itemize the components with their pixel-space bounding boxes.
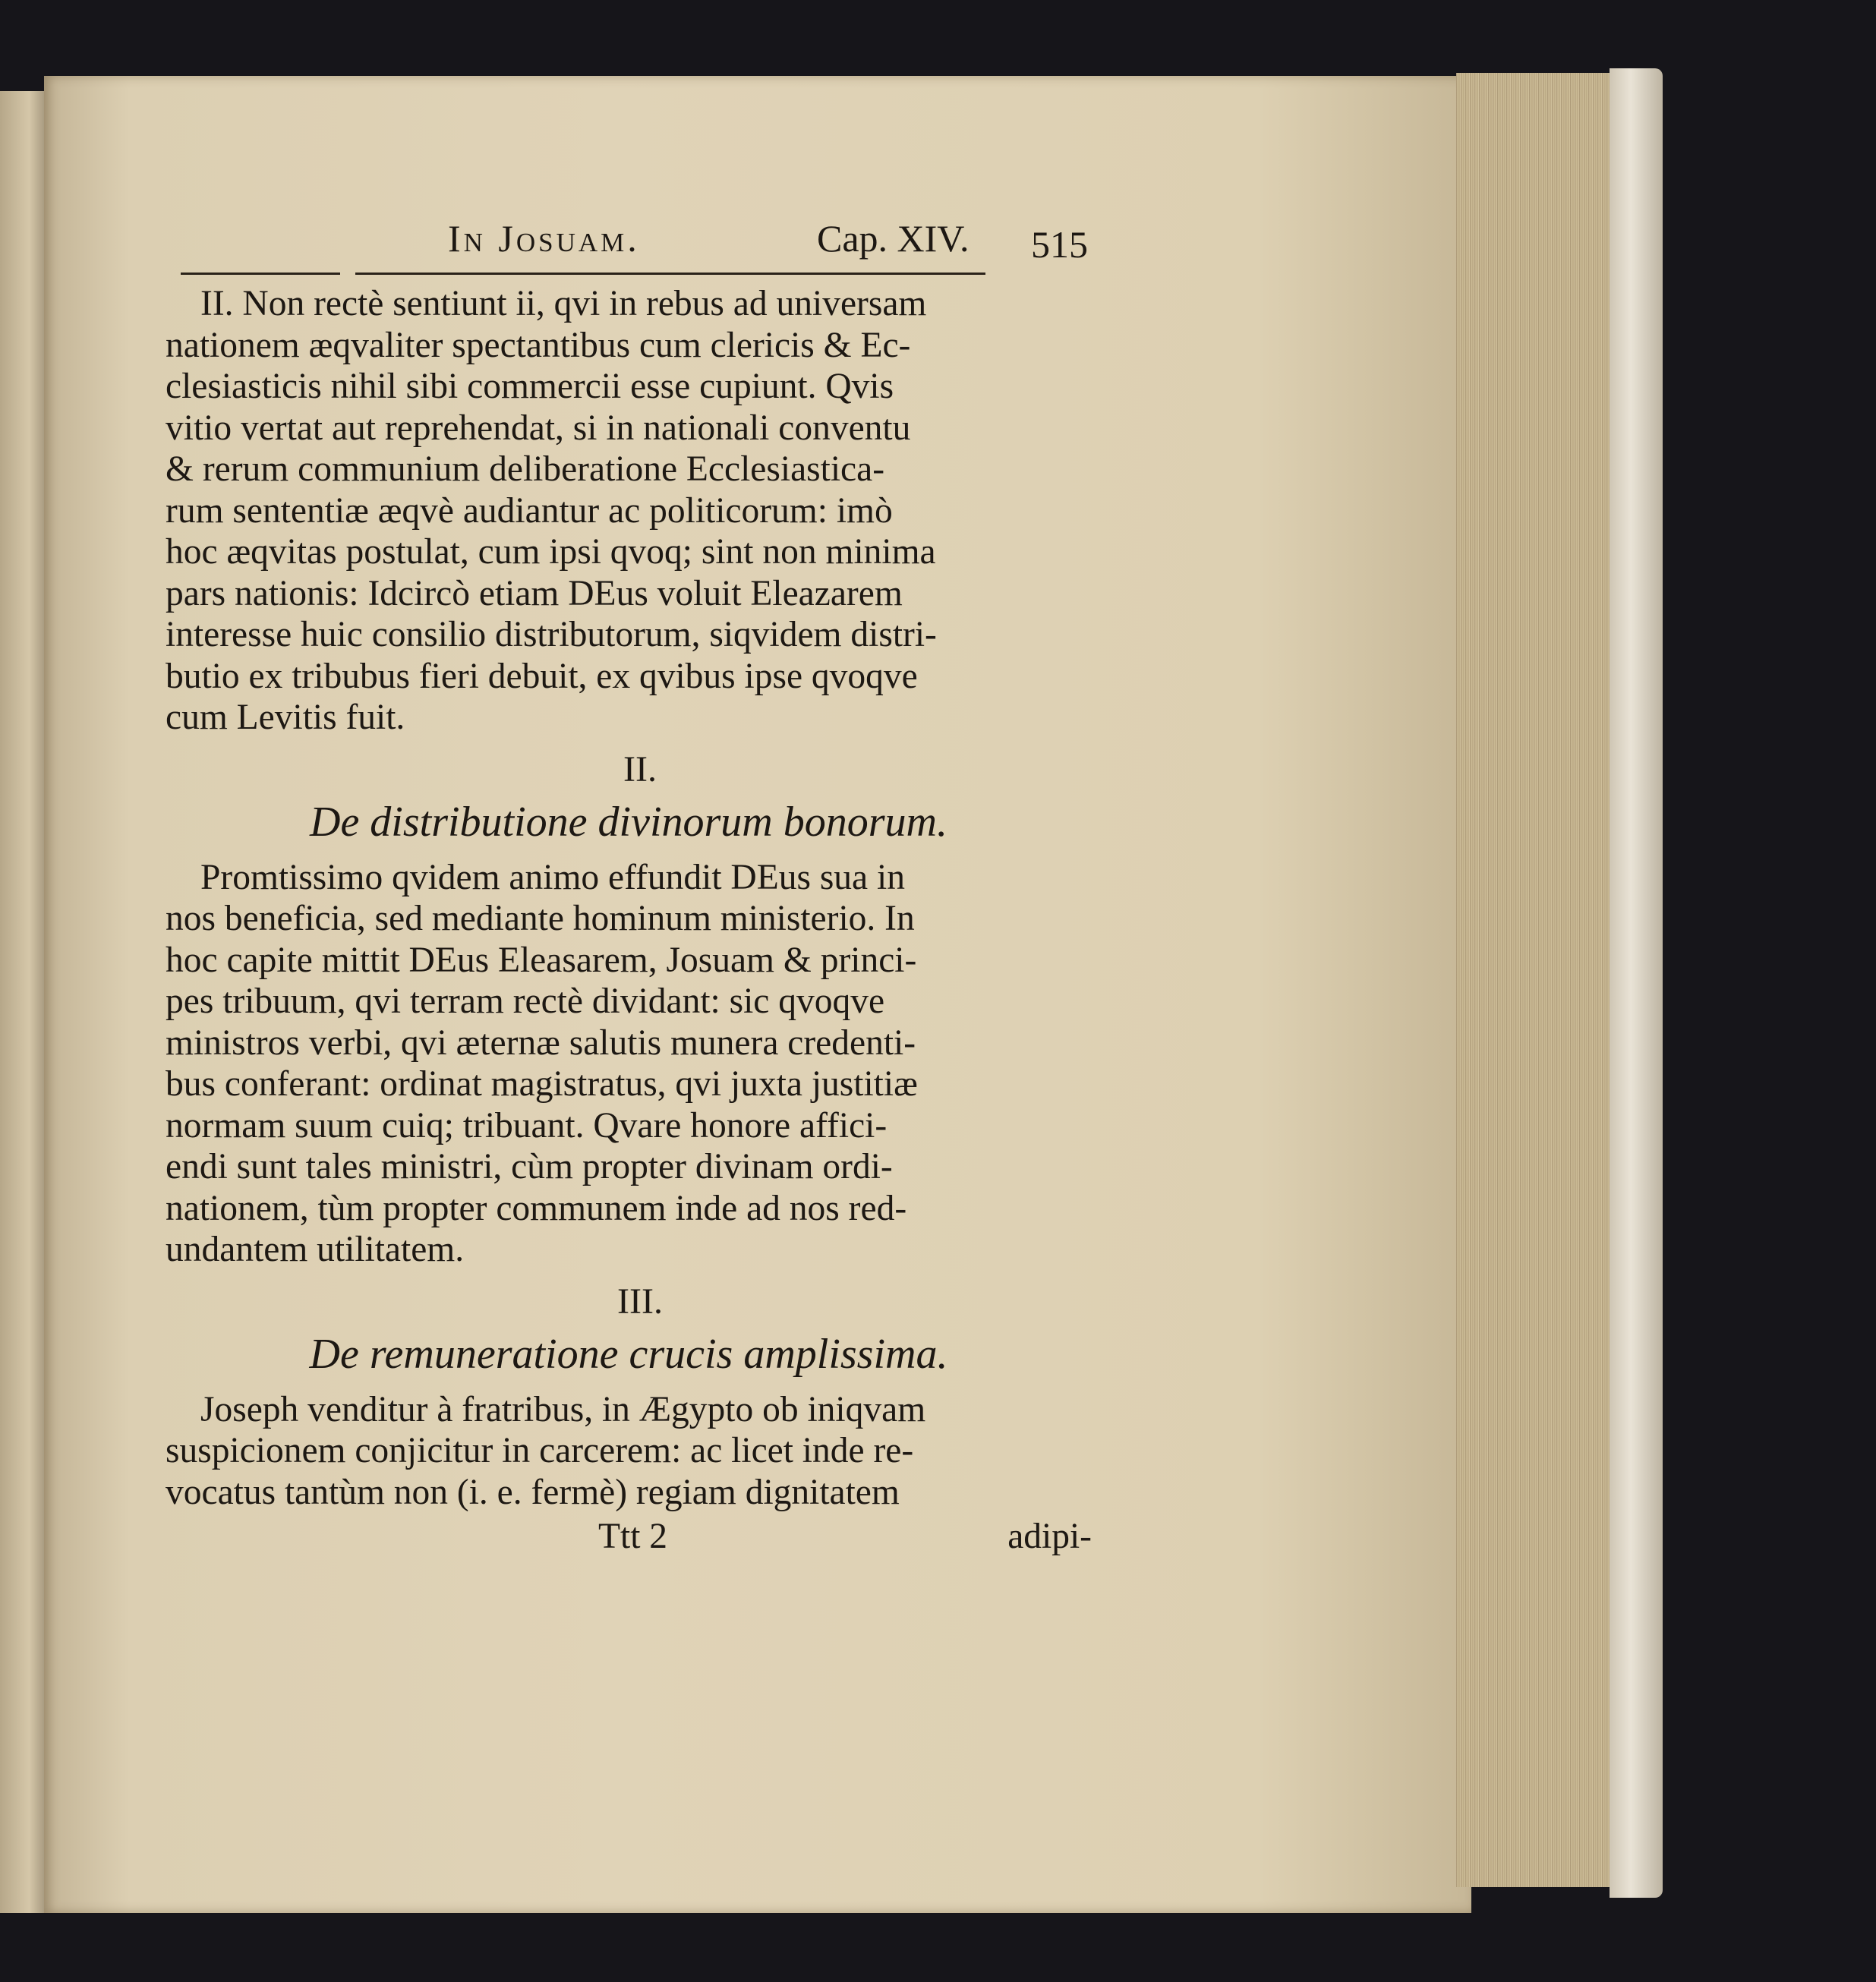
text-line: suspicionem conjicitur in carcerem: ac licet inde re- [166, 1431, 914, 1470]
signature-mark: Ttt 2 [598, 1517, 668, 1556]
chapter-label: Cap. XIV. [817, 217, 970, 260]
text-line: rum sententiæ æqvè audiantur ac politicorum: imò [166, 490, 893, 531]
text-line: vitio vertat aut reprehendat, si in nationali conventu [166, 408, 911, 448]
page-edges [1456, 73, 1620, 1887]
text-line: normam suum cuiq; tribuant. Qvare honore affici- [166, 1105, 888, 1145]
page-number: 515 [1031, 223, 1088, 266]
header-rule-right [355, 273, 985, 275]
running-title: In Josuam. [448, 217, 640, 260]
book-cover [1610, 68, 1663, 1898]
text-line: ministros verbi, qvi æternæ salutis munera credenti- [166, 1023, 916, 1063]
header-rule-left [181, 273, 340, 275]
section-number: III. [617, 1281, 663, 1322]
page-text [166, 209, 1092, 1561]
text-line: bus conferant: ordinat magistratus, qvi juxta justitiæ [166, 1064, 918, 1104]
text-line: undantem utilitatem. [166, 1230, 465, 1269]
text-line: clesiasticis nihil sibi commercii esse cupiunt. Qvis [166, 367, 894, 406]
section-3-paragraph [166, 1389, 1092, 1514]
text-line: vocatus tantùm non (i. e. fermè) regiam dignitatem [166, 1472, 900, 1512]
intro-paragraph [166, 283, 1092, 739]
section-title: De distributione divinorum bonorum. [310, 798, 947, 846]
section-title: De remuneratione crucis amplissima. [309, 1330, 948, 1378]
page-footer [166, 1516, 1092, 1561]
section-number: II. [623, 748, 657, 789]
catchword: adipi- [1007, 1517, 1092, 1556]
text-line: nos beneficia, sed mediante hominum ministerio. In [166, 899, 915, 938]
text-line: nationem, tùm propter communem inde ad nos red- [166, 1188, 907, 1228]
page-header [166, 209, 1092, 268]
text-line: endi sunt tales ministri, cùm propter divinam ordi- [166, 1147, 893, 1186]
section-2-paragraph [166, 857, 1092, 1271]
text-line: hoc capite mittit DEus Eleasarem, Josuam & princi- [166, 940, 917, 980]
text-line: Joseph venditur à fratribus, in Ægypto ob iniqvam [200, 1389, 926, 1429]
text-line: interesse huic consilio distributorum, siqvidem distri- [166, 615, 937, 654]
text-line: pes tribuum, qvi terram rectè dividant: sic qvoqve [166, 982, 885, 1021]
text-line: Promtissimo qvidem animo effundit DEus sua in [200, 857, 905, 897]
text-line: pars nationis: Idcircò etiam DEus voluit Eleazarem [166, 573, 903, 613]
text-line: nationem æqvaliter spectantibus cum clericis & Ec- [166, 325, 911, 365]
text-line: & rerum communium deliberatione Ecclesiastica- [166, 449, 885, 489]
text-line: II. Non rectè sentiunt ii, qvi in rebus ad universam [200, 284, 927, 323]
text-line: cum Levitis fuit. [166, 698, 405, 737]
text-line: hoc æqvitas postulat, cum ipsi qvoq; sint non minima [166, 532, 936, 572]
header-rule [166, 268, 1092, 283]
text-line: butio ex tribubus fieri debuit, ex qvibus ipse qvoqve [166, 656, 918, 696]
